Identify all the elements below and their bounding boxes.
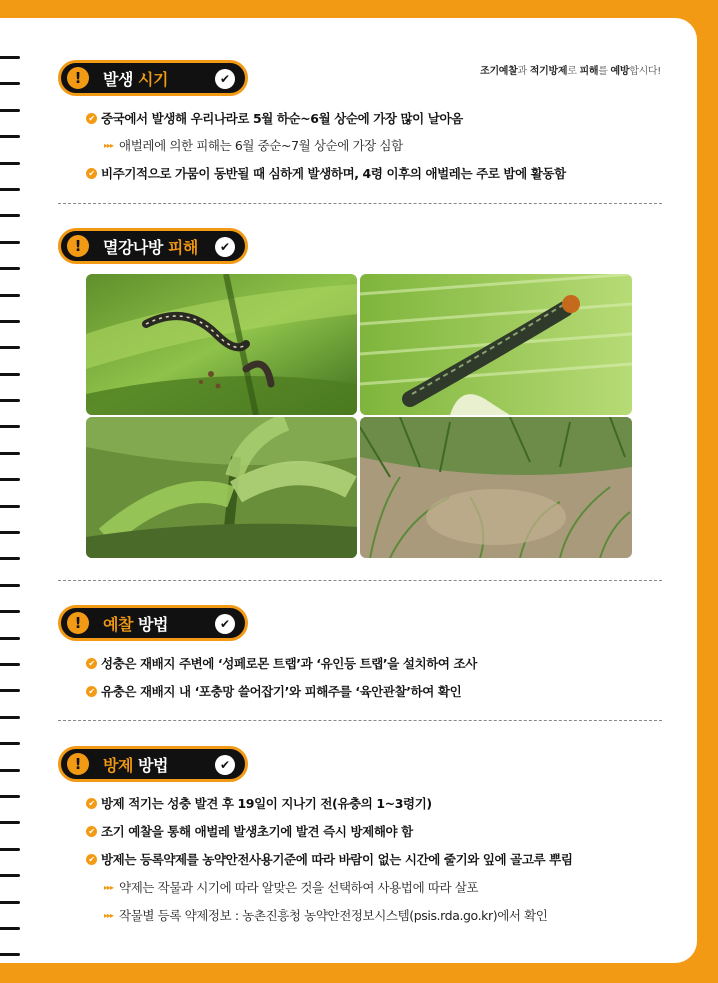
occurrence-bullet-2: ✔ 비주기적으로 가뭄이 동반될 때 심하게 발생하며, 4령 이후의 애벌레는 주로 밤에 활동함 [86, 164, 566, 182]
slogan-join-3: 를 [598, 66, 611, 77]
control-bullet-2: ✔ 조기 예찰을 통해 애벌레 발생초기에 발견 즉시 방제해야 함 [86, 822, 413, 840]
slogan-join-1: 과 [517, 66, 530, 77]
warning-icon: ! [67, 753, 89, 775]
arrow-icon: ▸▸▸ [104, 882, 114, 892]
control-bullet-1: ✔ 방제 적기는 성충 발견 후 19일이 지나기 전(유충의 1~3령기) [86, 794, 432, 812]
control-sub-1: ▸▸▸ 약제는 작물과 시기에 따라 알맞은 것을 선택하여 사용법에 따라 살포 [104, 880, 479, 895]
check-bullet-icon: ✔ [86, 826, 97, 837]
check-icon: ✔ [215, 755, 235, 775]
slogan [480, 62, 661, 77]
section-title-damage: 멸강나방 피해 [103, 237, 198, 257]
forecast-bullet-1: ✔ 성충은 재배지 주변에 ‘성페로몬 트랩’과 ‘유인등 트랩’을 설치하여 조사 [86, 654, 477, 672]
slogan-join-4: 합시다! [629, 66, 661, 77]
check-bullet-icon: ✔ [86, 854, 97, 865]
slogan-word-3: 피해 [579, 66, 599, 77]
divider [58, 580, 662, 581]
photo-larva-close-up [360, 274, 632, 415]
check-bullet-icon: ✔ [86, 113, 97, 124]
arrow-icon: ▸▸▸ [104, 910, 114, 920]
occurrence-sub-1: ▸▸▸ 애벌레에 의한 피해는 6월 중순~7월 상순에 가장 심함 [104, 138, 403, 153]
damage-photo-grid [86, 274, 632, 558]
photo-damaged-field [360, 417, 632, 558]
control-sub-2: ▸▸▸ 작물별 등록 약제정보 : 농촌진흥청 농약안전정보시스템(psis.rda.go.kr)에서 확인 [104, 908, 548, 923]
check-bullet-icon: ✔ [86, 658, 97, 669]
page [0, 18, 697, 963]
warning-icon: ! [67, 235, 89, 257]
check-bullet-icon: ✔ [86, 686, 97, 697]
section-header-damage [58, 228, 248, 264]
slogan-join-2: 로 [567, 66, 580, 77]
slogan-word-1: 조기예찰 [480, 66, 518, 77]
warning-icon: ! [67, 612, 89, 634]
occurrence-bullet-1: ✔ 중국에서 발생해 우리나라로 5월 하순~6월 상순에 가장 많이 날아옴 [86, 109, 463, 127]
check-icon: ✔ [215, 69, 235, 89]
check-icon: ✔ [215, 237, 235, 257]
photo-larvae-on-leaf [86, 274, 357, 415]
control-bullet-3: ✔ 방제는 등록약제를 농약안전사용기준에 따라 바람이 없는 시간에 줄기와 잎에 골고루 뿌림 [86, 850, 573, 868]
section-title-occurrence: 발생 시기 [103, 69, 168, 89]
check-bullet-icon: ✔ [86, 168, 97, 179]
arrow-icon: ▸▸▸ [104, 140, 114, 150]
slogan-word-4: 예방 [610, 66, 630, 77]
section-header-control [58, 746, 248, 782]
divider [58, 720, 662, 721]
section-header-forecast [58, 605, 248, 641]
binder-rings [0, 56, 24, 963]
warning-icon: ! [67, 67, 89, 89]
photo-damaged-corn [86, 417, 357, 558]
section-title-control: 방제 방법 [103, 755, 168, 775]
slogan-word-2: 적기방제 [529, 66, 568, 77]
section-header-occurrence [58, 60, 248, 96]
check-icon: ✔ [215, 614, 235, 634]
forecast-bullet-2: ✔ 유충은 재배지 내 ‘포충망 쓸어잡기’와 피해주를 ‘육안관찰’하여 확인 [86, 682, 461, 700]
check-bullet-icon: ✔ [86, 798, 97, 809]
section-title-forecast: 예찰 방법 [103, 614, 168, 634]
divider [58, 203, 662, 204]
